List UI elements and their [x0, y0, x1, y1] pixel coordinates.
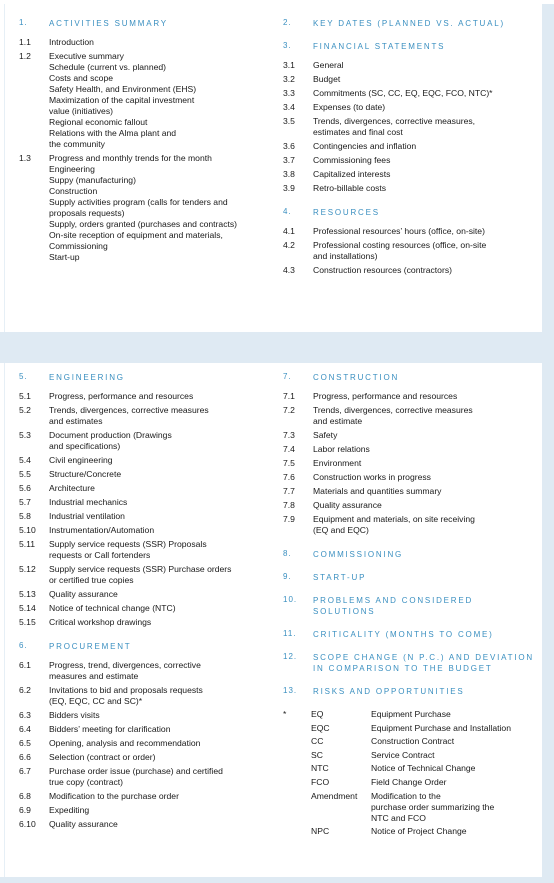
item-number: 6.10	[19, 819, 36, 829]
item-number: 7.4	[283, 444, 295, 454]
item-number: 5.14	[19, 603, 36, 613]
list-item	[19, 724, 281, 735]
glossary-row	[283, 826, 545, 837]
item-number: 5.11	[19, 539, 36, 549]
contents-panel-bottom	[4, 363, 539, 877]
item-number: 5.5	[19, 469, 31, 479]
item-number: 7.2	[283, 405, 295, 415]
item-number: 3.6	[283, 141, 295, 151]
item-text: Professional resources’ hours (office, on-site)	[313, 226, 485, 236]
list-item	[19, 564, 281, 586]
list-item	[283, 500, 545, 511]
item-number: 5.10	[19, 525, 36, 535]
item-number: 6.8	[19, 791, 31, 801]
item-text: Trends, divergences, corrective measures and estimates	[49, 405, 209, 426]
list-item	[283, 472, 545, 483]
list-item	[283, 141, 545, 152]
item-number: 5.8	[19, 511, 31, 521]
list-item	[19, 766, 281, 788]
glossary-definition: Service Contract	[371, 749, 435, 760]
bottom-band	[0, 877, 554, 883]
section-heading	[283, 549, 545, 562]
item-text: Construction works in progress	[313, 472, 431, 482]
glossary-abbreviation: EQ	[311, 709, 324, 719]
item-text: Introduction	[49, 37, 94, 47]
item-text: Quality assurance	[49, 589, 118, 599]
item-number: 5.6	[19, 483, 31, 493]
item-text: Industrial mechanics	[49, 497, 128, 507]
glossary-abbreviation: CC	[311, 736, 324, 747]
section-number: 12.	[283, 652, 298, 661]
item-text: Supply service requests (SSR) Proposals requests or Call fortenders	[49, 539, 207, 560]
section-number: 1.	[19, 18, 28, 27]
item-number: 5.12	[19, 564, 36, 574]
glossary-row	[283, 777, 545, 788]
list-item	[19, 752, 281, 763]
glossary-definition: Field Change Order	[371, 776, 447, 787]
item-text: Structure/Concrete	[49, 469, 122, 479]
list-item	[283, 60, 545, 71]
item-number: 4.1	[283, 226, 295, 236]
section-number: 5.	[19, 372, 28, 381]
glossary-row	[283, 709, 545, 720]
item-text: Executive summary Schedule (current vs. planned) Costs and scope Safety Health, and Environment (EHS) Maximization of the capital investment value (initiatives) Regional economic fallout Relations with the Alma plant and the community	[49, 51, 197, 149]
item-text: Notice of technical change (NTC)	[49, 603, 176, 613]
list-item	[283, 265, 545, 276]
item-text: Progress and monthly trends for the month Engineering Suppy (manufacturing) Construction Supply activities program (calls for tenders and proposals requests) Supply, orders granted (purchases and contracts) On-site reception of equipment and materials, Commissioning Start-up	[49, 153, 238, 262]
section-heading	[283, 629, 545, 642]
section-heading	[283, 652, 545, 676]
list-item	[19, 738, 281, 749]
item-text: Opening, analysis and recommendation	[49, 738, 201, 748]
glossary-abbreviation: FCO	[311, 776, 330, 787]
item-text: Budget	[313, 74, 341, 84]
item-text: Environment	[313, 458, 362, 468]
section-title: CRITICALITY (MONTHS TO COME)	[313, 630, 494, 639]
section-heading	[283, 41, 545, 54]
item-number: 1.2	[19, 51, 31, 61]
list-item	[283, 514, 545, 536]
list-item	[283, 444, 545, 455]
list-item	[283, 169, 545, 180]
column-right	[283, 18, 545, 289]
section-heading	[283, 18, 545, 31]
list-item	[283, 88, 545, 99]
glossary-row	[283, 763, 545, 774]
section-heading	[283, 686, 545, 699]
item-number: 5.15	[19, 617, 36, 627]
item-text: Materials and quantities summary	[313, 486, 442, 496]
item-number: 3.3	[283, 88, 295, 98]
item-number: 5.2	[19, 405, 31, 415]
glossary-definition: Equipment Purchase	[371, 709, 451, 719]
item-text: Bidders visits	[49, 710, 100, 720]
panel-gap-band	[0, 332, 554, 363]
column-left	[19, 18, 281, 276]
list-item	[19, 819, 281, 830]
section-number: 13.	[283, 686, 298, 695]
item-text: Quality assurance	[313, 500, 382, 510]
item-number: 6.9	[19, 805, 31, 815]
list-item	[19, 405, 281, 427]
list-item	[283, 226, 545, 237]
section-heading	[19, 18, 281, 31]
item-text: Invitations to bid and proposals requests (EQ, EQC, CC and SC)*	[49, 685, 203, 706]
section-number: 11.	[283, 629, 297, 638]
list-item	[19, 497, 281, 508]
item-number: 7.5	[283, 458, 295, 468]
item-text: Instrumentation/Automation	[49, 525, 155, 535]
item-number: 7.3	[283, 430, 295, 440]
glossary-definition: Notice of Project Change	[371, 826, 467, 837]
abbreviation-glossary	[283, 709, 545, 837]
list-item	[19, 589, 281, 600]
section-heading	[283, 572, 545, 585]
section-title: SCOPE CHANGE (N P.C.) AND DEVIATION IN COMPARISON TO THE BUDGET	[313, 653, 534, 673]
item-text: Industrial ventilation	[49, 511, 125, 521]
item-number: 7.9	[283, 514, 295, 524]
list-item	[19, 391, 281, 402]
glossary-definition: Notice of Technical Change	[371, 763, 476, 774]
section-number: 9.	[283, 572, 292, 581]
section-heading	[19, 641, 281, 654]
item-number: 5.7	[19, 497, 31, 507]
list-item	[19, 37, 281, 48]
list-item	[19, 660, 281, 682]
list-item	[19, 455, 281, 466]
item-text: Quality assurance	[49, 819, 118, 829]
item-text: Progress, trend, divergences, corrective measures and estimate	[49, 660, 201, 681]
section-title: ENGINEERING	[49, 373, 125, 382]
list-item	[19, 685, 281, 707]
item-text: Safety	[313, 430, 338, 440]
section-title: RESOURCES	[313, 208, 380, 217]
list-item	[19, 430, 281, 452]
item-number: 1.1	[19, 37, 31, 47]
glossary-definition: Construction Contract	[371, 736, 455, 747]
item-text: Expediting	[49, 805, 90, 815]
item-number: 6.5	[19, 738, 31, 748]
glossary-abbreviation: NPC	[311, 826, 330, 837]
item-text: Civil engineering	[49, 455, 113, 465]
section-title: PROBLEMS AND CONSIDERED SOLUTIONS	[313, 596, 474, 616]
item-text: General	[313, 60, 344, 70]
section-heading	[283, 372, 545, 385]
section-heading	[283, 207, 545, 220]
list-item	[283, 102, 545, 113]
item-text: Trends, divergences, corrective measures, estimates and final cost	[313, 116, 476, 137]
item-number: 3.7	[283, 155, 295, 165]
section-number: 6.	[19, 641, 28, 650]
list-item	[283, 430, 545, 441]
item-number: 6.2	[19, 685, 31, 695]
item-text: Progress, performance and resources	[49, 391, 194, 401]
item-text: Trends, divergences, corrective measures and estimate	[313, 405, 473, 426]
section-heading	[19, 372, 281, 385]
section-number: 2.	[283, 18, 292, 27]
section-title: START-UP	[313, 573, 367, 582]
glossary-abbreviation: SC	[311, 749, 323, 760]
item-number: 3.2	[283, 74, 295, 84]
item-text: Progress, performance and resources	[313, 391, 458, 401]
list-item	[19, 525, 281, 536]
item-text: Construction resources (contractors)	[313, 265, 452, 275]
glossary-definition: Modification to the purchase order summarizing the NTC and FCO	[371, 790, 495, 823]
item-number: 5.4	[19, 455, 31, 465]
section-title: FINANCIAL STATEMENTS	[313, 42, 446, 51]
item-text: Architecture	[49, 483, 95, 493]
item-text: Contingencies and inflation	[313, 141, 417, 151]
list-item	[19, 710, 281, 721]
list-item	[19, 603, 281, 614]
item-text: Critical workshop drawings	[49, 617, 152, 627]
item-number: 3.8	[283, 169, 295, 179]
item-text: Bidders’ meeting for clarification	[49, 724, 171, 734]
glossary-abbreviation: Amendment	[311, 790, 358, 801]
glossary-abbreviation: EQC	[311, 722, 330, 733]
section-number: 3.	[283, 41, 292, 50]
item-number: 6.1	[19, 660, 31, 670]
item-number: 1.3	[19, 153, 31, 163]
glossary-row	[283, 723, 545, 734]
list-item	[283, 486, 545, 497]
list-item	[19, 617, 281, 628]
item-text: Retro-billable costs	[313, 183, 387, 193]
list-item	[19, 153, 281, 263]
column-left	[19, 372, 281, 843]
list-item	[19, 469, 281, 480]
section-title: KEY DATES (PLANNED VS. ACTUAL)	[313, 19, 505, 28]
item-text: Labor relations	[313, 444, 370, 454]
contents-panel-top	[4, 4, 539, 332]
section-title: CONSTRUCTION	[313, 373, 400, 382]
list-item	[19, 483, 281, 494]
item-number: 6.7	[19, 766, 31, 776]
section-heading	[283, 595, 545, 619]
item-number: 5.13	[19, 589, 36, 599]
section-number: 4.	[283, 207, 292, 216]
list-item	[19, 51, 281, 150]
item-number: 3.4	[283, 102, 295, 112]
glossary-definition: Equipment Purchase and Installation	[371, 722, 511, 733]
item-text: Commissioning fees	[313, 155, 391, 165]
glossary-mark: *	[283, 709, 287, 719]
list-item	[283, 74, 545, 85]
glossary-row	[283, 736, 545, 747]
list-item	[283, 183, 545, 194]
list-item	[19, 511, 281, 522]
item-number: 3.5	[283, 116, 295, 126]
section-number: 7.	[283, 372, 292, 381]
item-text: Capitalized interests	[313, 169, 391, 179]
list-item	[19, 805, 281, 816]
item-number: 7.8	[283, 500, 295, 510]
item-number: 5.1	[19, 391, 31, 401]
list-item	[283, 155, 545, 166]
section-title: RISKS AND OPPORTUNITIES	[313, 687, 465, 696]
item-text: Commitments (SC, CC, EQ, EQC, FCO, NTC)*	[313, 88, 493, 98]
item-text: Modification to the purchase order	[49, 791, 179, 801]
section-number: 8.	[283, 549, 292, 558]
item-number: 4.3	[283, 265, 295, 275]
list-item	[283, 116, 545, 138]
item-number: 6.4	[19, 724, 31, 734]
item-text: Professional costing resources (office, on-site and installations)	[313, 240, 487, 261]
list-item	[19, 791, 281, 802]
section-title: ACTIVITIES SUMMARY	[49, 19, 168, 28]
list-item	[283, 240, 545, 262]
glossary-abbreviation: NTC	[311, 763, 329, 774]
column-right	[283, 372, 545, 840]
section-number: 10.	[283, 595, 298, 604]
list-item	[283, 458, 545, 469]
item-number: 3.1	[283, 60, 295, 70]
item-text: Supply service requests (SSR) Purchase orders or certified true copies	[49, 564, 232, 585]
item-number: 4.2	[283, 240, 295, 250]
item-text: Selection (contract or order)	[49, 752, 156, 762]
list-item	[283, 405, 545, 427]
item-text: Document production (Drawings and specifications)	[49, 430, 172, 451]
item-number: 6.3	[19, 710, 31, 720]
item-number: 5.3	[19, 430, 31, 440]
item-text: Equipment and materials, on site receiving (EQ and EQC)	[313, 514, 475, 535]
glossary-row	[283, 750, 545, 761]
list-item	[19, 539, 281, 561]
list-item	[283, 391, 545, 402]
item-text: Expenses (to date)	[313, 102, 386, 112]
section-title: COMMISSIONING	[313, 550, 404, 559]
glossary-row	[283, 791, 545, 824]
item-number: 7.6	[283, 472, 295, 482]
section-title: PROCUREMENT	[49, 642, 132, 651]
item-text: Purchase order issue (purchase) and certified true copy (contract)	[49, 766, 223, 787]
item-number: 3.9	[283, 183, 295, 193]
item-number: 6.6	[19, 752, 31, 762]
item-number: 7.1	[283, 391, 295, 401]
item-number: 7.7	[283, 486, 295, 496]
